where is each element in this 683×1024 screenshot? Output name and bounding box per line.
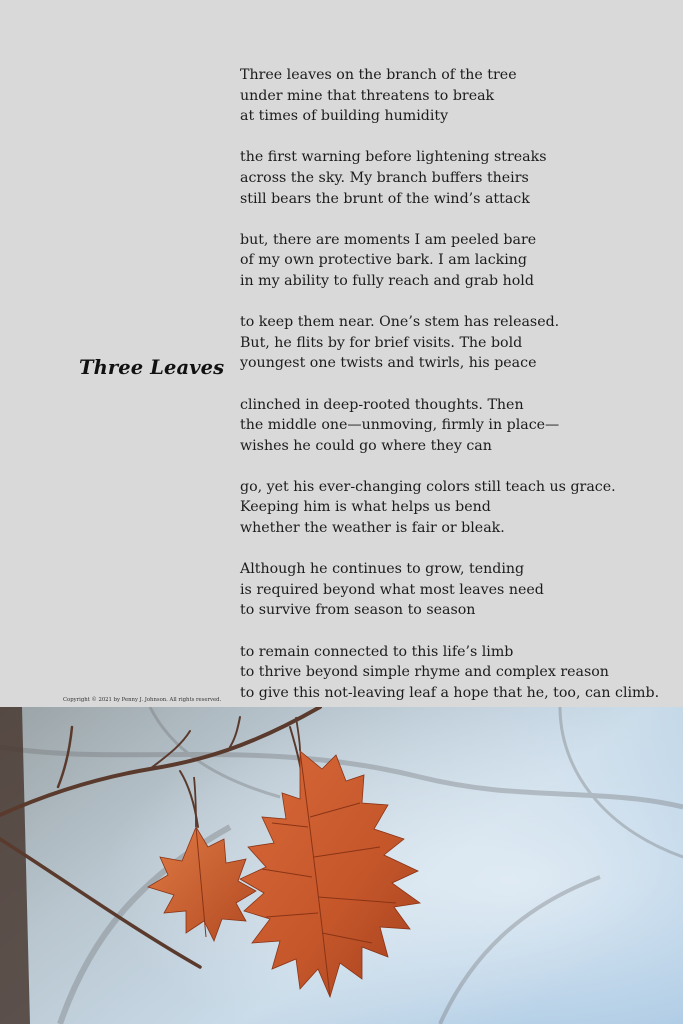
poem-line: But, he flits by for brief visits. The bold: [240, 334, 523, 351]
poem-line: wishes he could go where they can: [240, 437, 492, 454]
poem-line: youngest one twists and twirls, his peace: [240, 355, 537, 372]
poem-line: Although he continues to grow, tending: [240, 561, 525, 578]
poem-line: is required beyond what most leaves need: [240, 581, 544, 598]
poem-line: still bears the brunt of the wind’s attack: [240, 190, 530, 207]
poem-line: to thrive beyond simple rhyme and complex reason: [240, 664, 609, 681]
stanza: [240, 312, 678, 374]
stanza: [240, 65, 678, 127]
poem-line: the first warning before lightening streaks: [240, 149, 547, 166]
stanza: [240, 395, 678, 457]
poem-line: but, there are moments I am peeled bare: [240, 231, 537, 248]
poem-line: to remain connected to this life’s limb: [240, 643, 514, 660]
poem-line: under mine that threatens to break: [240, 87, 495, 104]
poem-line: in my ability to fully reach and grab hold: [240, 272, 534, 289]
poem-line: at times of building humidity: [240, 108, 449, 125]
stanza: [240, 230, 678, 292]
stanza: [240, 477, 678, 539]
poem-line: whether the weather is fair or bleak.: [240, 520, 505, 537]
poem-line: of my own protective bark. I am lacking: [240, 252, 527, 269]
poem-line: Three leaves on the branch of the tree: [240, 67, 517, 83]
poem-line: clinched in deep-rooted thoughts. Then: [240, 396, 524, 413]
autumn-leaves-photo: [0, 707, 683, 1024]
copyright-notice: Copyright © 2021 by Penny J. Johnson. All rights reserved.: [63, 697, 222, 703]
stanza: [240, 559, 678, 621]
poem-line: to survive from season to season: [240, 602, 476, 619]
poem-line: to give this not-leaving leaf a hope that he, too, can climb.: [240, 684, 660, 701]
stanza: [240, 642, 678, 704]
poem-line: across the sky. My branch buffers theirs: [240, 169, 529, 186]
poem-line: go, yet his ever-changing colors still teach us grace.: [240, 478, 616, 495]
poem-line: the middle one—unmoving, firmly in place—: [240, 417, 560, 434]
poem-line: to keep them near. One’s stem has released.: [240, 314, 560, 331]
stanza: [240, 147, 678, 209]
poem-line: Keeping him is what helps us bend: [240, 499, 491, 516]
poem-title: Three Leaves: [79, 356, 225, 379]
poem-body: [240, 65, 678, 724]
